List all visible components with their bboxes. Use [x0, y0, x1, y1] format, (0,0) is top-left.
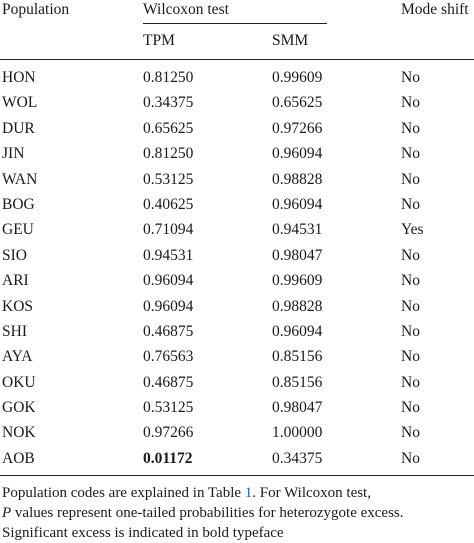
- table-row: [0, 273, 474, 298]
- table-row: [0, 172, 474, 197]
- tpm-cell: 0.65625: [143, 119, 194, 137]
- tpm-cell: 0.94531: [143, 246, 194, 264]
- smm-cell: 0.65625: [272, 94, 323, 112]
- footnote-line-3: Significant excess is indicated in bold typeface: [2, 525, 284, 541]
- table-row: [0, 324, 474, 349]
- mode-shift-cell: No: [401, 297, 420, 315]
- smm-cell: 0.34375: [272, 449, 323, 467]
- mode-shift-cell: No: [401, 272, 420, 290]
- tpm-cell: 0.46875: [143, 373, 194, 391]
- table-row: [0, 349, 474, 374]
- tpm-cell: 0.01172: [143, 449, 193, 467]
- smm-cell: 0.98828: [272, 170, 323, 188]
- population-cell: JIN: [2, 145, 25, 163]
- population-cell: AOB: [2, 449, 35, 467]
- tpm-cell: 0.96094: [143, 297, 194, 315]
- header-tpm: TPM: [143, 32, 175, 49]
- header-population: Population: [2, 1, 70, 18]
- mode-shift-cell: No: [401, 119, 420, 137]
- tpm-cell: 0.96094: [143, 272, 194, 290]
- footnote-line-1: Population codes are explained in Table 1. For Wilcoxon test,: [2, 485, 371, 501]
- mode-shift-cell: No: [401, 145, 420, 163]
- table-row: [0, 248, 474, 273]
- population-cell: WOL: [2, 94, 38, 112]
- header-smm: SMM: [272, 32, 309, 49]
- table-row: [0, 146, 474, 171]
- tpm-cell: 0.53125: [143, 399, 194, 417]
- smm-cell: 0.85156: [272, 348, 323, 366]
- tpm-cell: 0.71094: [143, 221, 194, 239]
- mode-shift-cell: No: [401, 170, 420, 188]
- header-mode-shift: Mode shift: [401, 1, 469, 18]
- table-row: [0, 299, 474, 324]
- footnote-line-2: P values represent one-tailed probabilities for heterozygote excess.: [2, 505, 404, 521]
- mode-shift-cell: No: [401, 246, 420, 264]
- smm-cell: 0.99609: [272, 69, 323, 86]
- smm-cell: 0.98047: [272, 399, 323, 417]
- tpm-cell: 0.46875: [143, 322, 194, 340]
- table-row: [0, 400, 474, 425]
- smm-cell: 0.85156: [272, 373, 323, 391]
- header-wilcoxon-test: Wilcoxon test: [143, 1, 229, 18]
- smm-cell: 0.99609: [272, 272, 323, 290]
- smm-cell: 0.96094: [272, 145, 323, 163]
- mode-shift-cell: No: [401, 322, 420, 340]
- mode-shift-cell: No: [401, 348, 420, 366]
- population-cell: SHI: [2, 322, 27, 340]
- smm-cell: 0.94531: [272, 221, 323, 239]
- mode-shift-cell: No: [401, 94, 420, 112]
- population-cell: SIO: [2, 246, 27, 264]
- population-cell: GEU: [2, 221, 34, 239]
- smm-cell: 0.98828: [272, 297, 323, 315]
- tpm-cell: 0.34375: [143, 94, 194, 112]
- mode-shift-cell: No: [401, 373, 420, 391]
- population-cell: ARI: [2, 272, 29, 290]
- bottom-rule: [0, 475, 474, 476]
- smm-cell: 1.00000: [272, 424, 323, 442]
- population-cell: GOK: [2, 399, 36, 417]
- table-body: [0, 70, 474, 476]
- population-cell: HON: [2, 69, 36, 86]
- mode-shift-cell: Yes: [401, 221, 424, 239]
- mode-shift-cell: No: [401, 69, 420, 86]
- population-cell: OKU: [2, 373, 36, 391]
- tpm-cell: 0.97266: [143, 424, 194, 442]
- population-cell: DUR: [2, 119, 35, 137]
- table-row: [0, 70, 474, 95]
- table-row: [0, 197, 474, 222]
- table-row: [0, 222, 474, 247]
- group-rule: [143, 23, 327, 24]
- table-row: [0, 121, 474, 146]
- table-row: [0, 425, 474, 450]
- population-cell: BOG: [2, 195, 35, 213]
- population-cell: NOK: [2, 424, 36, 442]
- mode-shift-cell: No: [401, 449, 420, 467]
- table-footnote: [2, 483, 472, 543]
- smm-cell: 0.96094: [272, 195, 323, 213]
- tpm-cell: 0.53125: [143, 170, 194, 188]
- smm-cell: 0.98047: [272, 246, 323, 264]
- tpm-cell: 0.76563: [143, 348, 194, 366]
- population-cell: AYA: [2, 348, 33, 366]
- mode-shift-cell: No: [401, 399, 420, 417]
- population-cell: KOS: [2, 297, 34, 315]
- tpm-cell: 0.40625: [143, 195, 194, 213]
- smm-cell: 0.97266: [272, 119, 323, 137]
- header-rule: [0, 59, 474, 60]
- tpm-cell: 0.81250: [143, 69, 194, 86]
- mode-shift-cell: No: [401, 195, 420, 213]
- table-row: [0, 95, 474, 120]
- population-cell: WAN: [2, 170, 38, 188]
- table-reference-link[interactable]: 1: [244, 485, 253, 501]
- tpm-cell: 0.81250: [143, 145, 194, 163]
- table-row: [0, 375, 474, 400]
- mode-shift-cell: No: [401, 424, 420, 442]
- table-row: [0, 451, 474, 476]
- smm-cell: 0.96094: [272, 322, 323, 340]
